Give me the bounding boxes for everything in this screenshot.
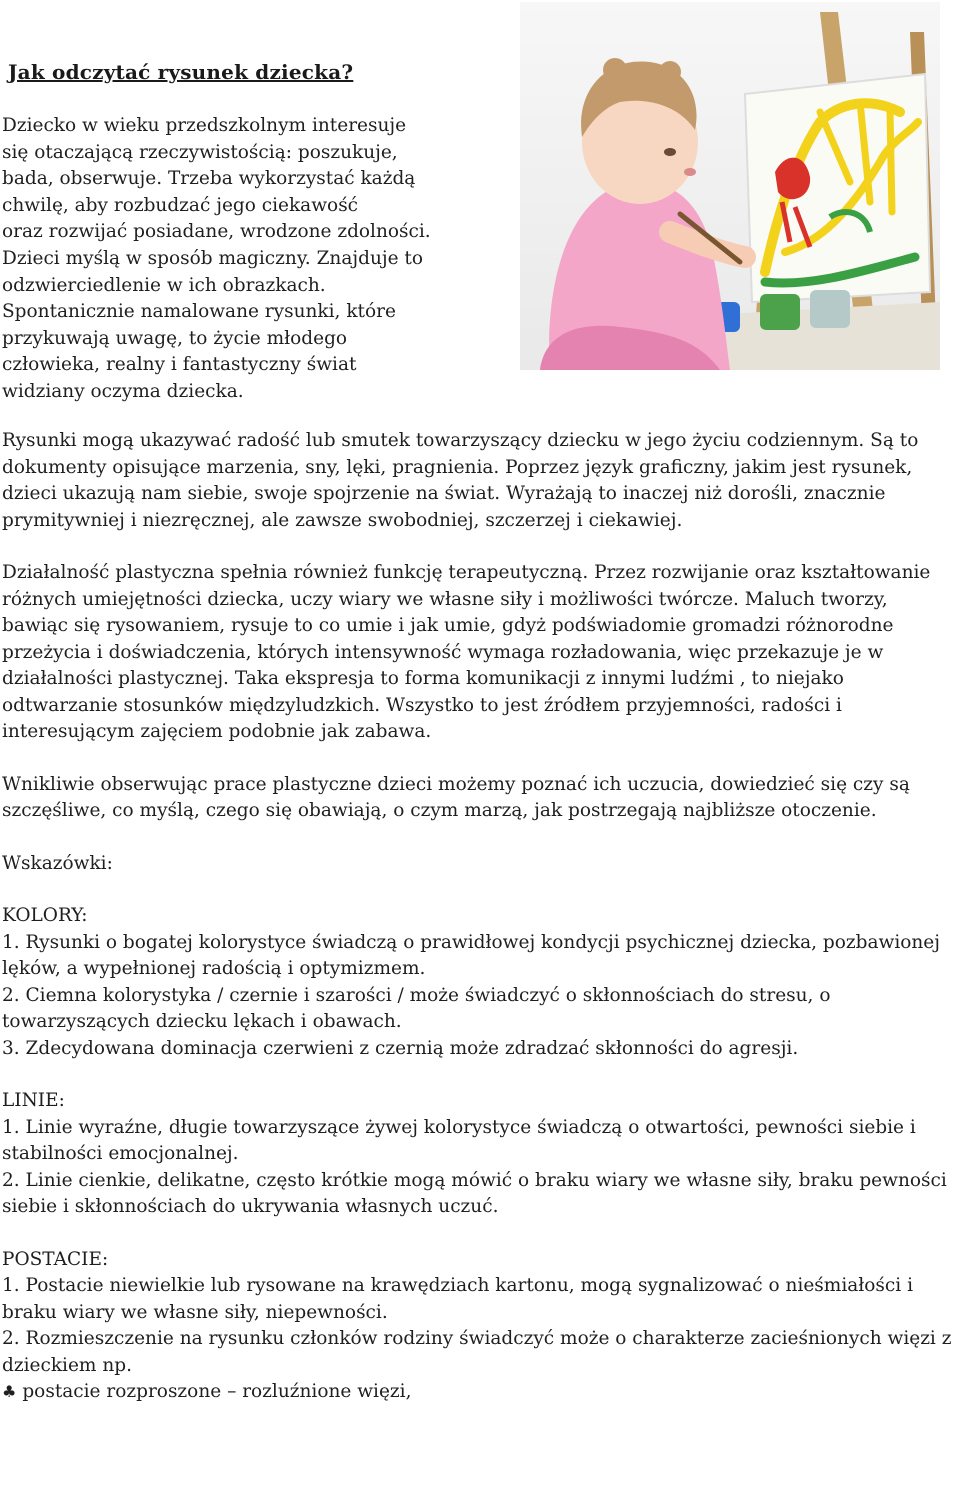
paragraph-therapeutic: Działalność plastyczna spełnia również funkcję terapeutyczną. Przez rozwijanie oraz kształtowanie różnych umiejętności dziecka, uczy wiary we własne siły i możliwości twórcze. Maluch tworzy, bawiąc się rysowaniem, rysuje to co umie i jak umie, gdyż podświadomie gromadzi różnorodne przeżycia i doświadczenia, których intensywność wymaga rozładowania, więc przekazuje je w działalności plastycznej. Taka ekspresja to forma komunikacji z innymi ludźmi , to niejako odtwarzanie stosunków międzyludzkich. Wszystko to jest źródłem przyjemności, radości i interesującym zajęciem podobnie jak zabawa. — [2, 562, 931, 742]
figures-item: 1. Postacie niewielkie lub rysowane na krawędziach kartonu, mogą sygnalizować o nieśmiałości i braku wiary we własne siły, niepewności. — [2, 1275, 913, 1323]
colors-item: 3. Zdecydowana dominacja czerwieni z czernią może zdradzać skłonności do agresji. — [2, 1037, 799, 1059]
club-bullet-icon: ♣ — [2, 1382, 17, 1401]
intro-line: widziany oczyma dziecka. — [2, 380, 244, 402]
intro-line: odzwierciedlenie w ich obrazkach. — [2, 274, 326, 296]
colors-section — [2, 903, 958, 1062]
intro-line: się otaczającą rzeczywistością: poszukuje, — [2, 141, 398, 163]
intro-paragraph — [2, 113, 522, 406]
intro-line: człowieka, realny i fantastyczny świat — [2, 354, 357, 376]
figures-section — [2, 1247, 958, 1406]
child-painting-photo — [520, 2, 940, 370]
page-title: Jak odczytać rysunek dziecka? — [8, 60, 354, 84]
child-painting-illustration — [520, 2, 940, 370]
lines-section — [2, 1088, 958, 1221]
figures-item: 2. Rozmieszczenie na rysunku członków rodziny świadczyć może o charakterze zacieśnionych więzi z dzieckiem np. — [2, 1328, 952, 1376]
lines-heading: LINIE: — [2, 1090, 65, 1111]
lines-item: 2. Linie cienkie, delikatne, często krótkie mogą mówić o braku wiary we własne siły, braku pewności siebie i skłonnościach do ukrywania własnych uczuć. — [2, 1169, 947, 1217]
figures-bullet-text: postacie rozproszone – rozluźnione więzi, — [22, 1381, 412, 1402]
colors-item: 2. Ciemna kolorystyka / czernie i szarości / może świadczyć o skłonnościach do stresu, o towarzyszących dziecku lękach i obawach. — [2, 984, 831, 1032]
intro-line: Spontanicznie namalowane rysunki, które — [2, 301, 396, 323]
intro-line: oraz rozwijać posiadane, wrodzone zdolności. — [2, 221, 431, 243]
figures-heading: POSTACIE: — [2, 1248, 109, 1270]
colors-item: 1. Rysunki o bogatej kolorystyce świadczą o prawidłowej kondycji psychicznej dziecka, pozbawionej lęków, a wypełnionej radością i optymizmem. — [2, 931, 940, 979]
colors-heading: KOLORY: — [2, 905, 88, 926]
intro-line: przykuwają uwagę, to życie młodego — [2, 327, 348, 349]
intro-line: Dzieci myślą w sposób magiczny. Znajduje to — [2, 247, 424, 269]
intro-line: bada, obserwuje. Trzeba wykorzystać każdą — [2, 168, 416, 190]
hints-label: Wskazówki: — [2, 852, 113, 874]
lines-item: 1. Linie wyraźne, długie towarzyszące żywej kolorystyce świadczą o otwartości, pewności siebie i stabilności emocjonalnej. — [2, 1116, 916, 1164]
article-body — [2, 428, 958, 1406]
intro-line: Dziecko w wieku przedszkolnym interesuje — [2, 115, 407, 136]
intro-line: chwilę, aby rozbudzać jego ciekawość — [2, 194, 359, 216]
figures-bullet-item — [2, 1379, 958, 1406]
paragraph-observation: Wnikliwie obserwując prace plastyczne dzieci możemy poznać ich uczucia, dowiedzieć się czy są szczęśliwe, co myślą, czego się obawiają, o czym marzą, jak postrzegają najbliższe otoczenie. — [2, 773, 910, 821]
paragraph-drawings-emotions: Rysunki mogą ukazywać radość lub smutek towarzyszący dziecku w jego życiu codziennym. Są to dokumenty opisujące marzenia, sny, lęki, pragnienia. Poprzez język graficzny, jakim jest rysunek, dzieci ukazują nam siebie, swoje spojrzenie na świat. Wyrażają to inaczej niż dorośli, znacznie prymitywniej i niezręcznej, ale zawsze swobodniej, szczerzej i ciekawiej. — [2, 430, 919, 531]
